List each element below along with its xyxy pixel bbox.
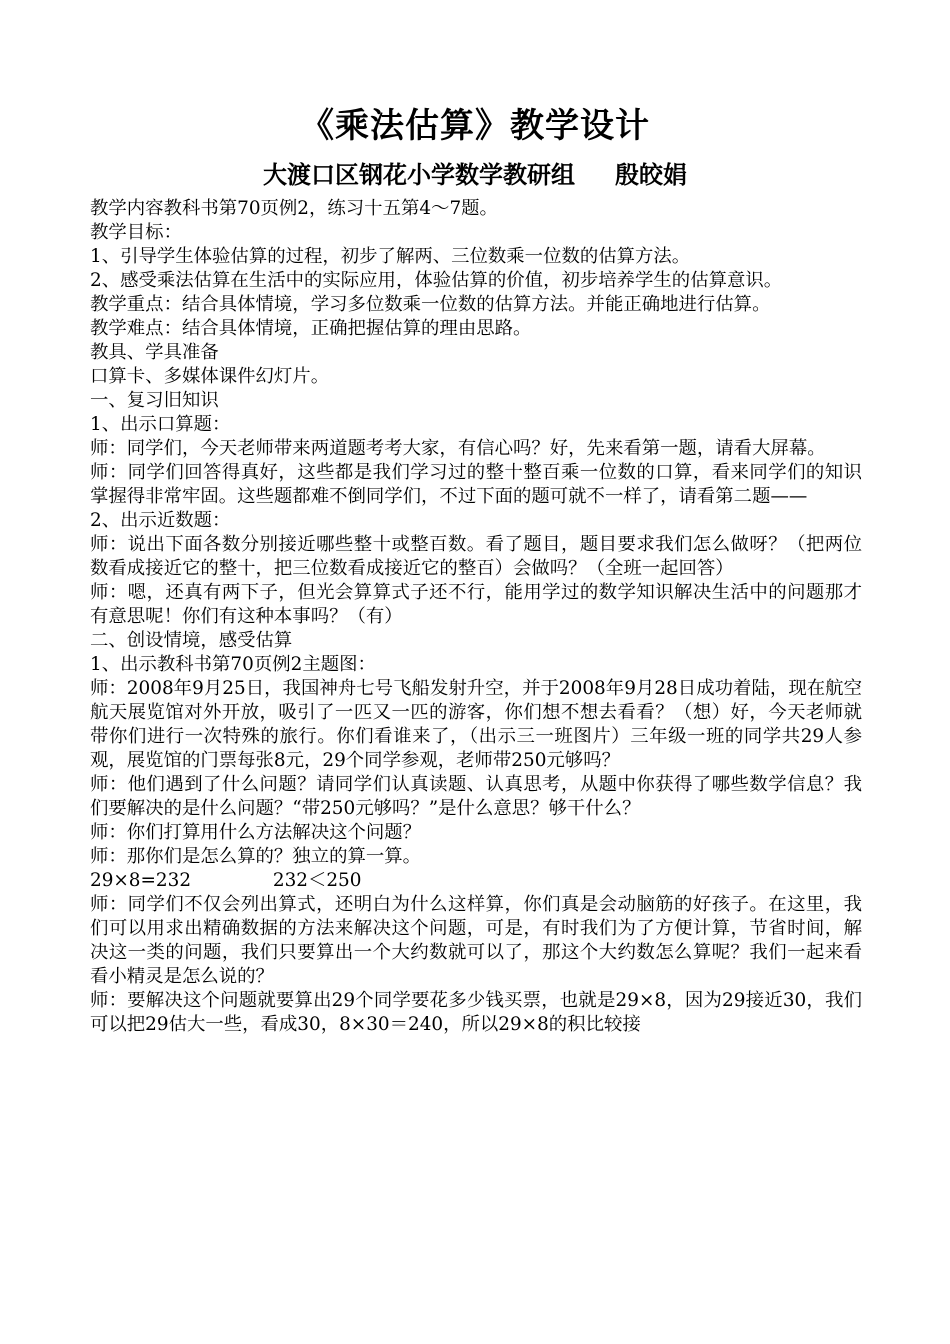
paragraph-teacher: 师：嗯，还真有两下子，但光会算算式子还不行，能用学过的数学知识解决生活中的问题那才有意思呢！你们有这种本事吗？（有） (90, 582, 862, 627)
paragraph-calculation: 29×8=232 232＜250 (90, 870, 362, 891)
paragraph-key-point: 教学重点：结合具体情境，学习多位数乘一位数的估算方法。并能正确地进行估算。 (90, 294, 771, 315)
paragraph-content: 教学内容教科书第70页例2，练习十五第4～7题。 (90, 198, 498, 219)
paragraph-teacher: 师：同学们，今天老师带来两道题考考大家，有信心吗？好，先来看第一题，请看大屏幕。 (90, 438, 826, 459)
paragraph-tools: 口算卡、多媒体课件幻灯片。 (90, 366, 330, 387)
paragraph-step-1-1: 1、出示口算题： (90, 414, 231, 435)
paragraph-tools-heading: 教具、学具准备 (90, 342, 219, 363)
paragraph-step-1-2: 2、出示近数题： (90, 510, 231, 531)
paragraph-teacher: 师：同学们不仅会列出算式，还明白为什么这样算，你们真是会动脑筋的好孩子。在这里，我们可以用求出精确数据的方法来解决这个问题，可是，有时我们为了方便计算，节省时间，解决这一类的问题，我们只要算出一个大约数就可以了，那这个大约数怎么算呢？我们一起来看看小精灵是怎么说的？ (90, 894, 862, 987)
paragraph-teacher: 师：2008年9月25日，我国神舟七号飞船发射升空，并于2008年9月28日成功着陆，现在航空航天展览馆对外开放，吸引了一匹又一匹的游客，你们想不想去看看？（想）好，今天老师就带你们进行一次特殊的旅行。你们看谁来了，（出示三一班图片）三年级一班的同学共29人参观，展览馆的门票每张8元，29个同学参观，老师带250元够吗？ (90, 678, 862, 771)
paragraph-goal-1: 1、引导学生体验估算的过程，初步了解两、三位数乘一位数的估算方法。 (90, 246, 691, 267)
paragraph-section-1: 一、复习旧知识 (90, 390, 219, 411)
paragraph-goal-2: 2、感受乘法估算在生活中的实际应用，体验估算的价值，初步培养学生的估算意识。 (90, 270, 783, 291)
paragraph-teacher: 师：你们打算用什么方法解决这个问题？ (90, 822, 422, 843)
paragraph-teacher: 师：说出下面各数分别接近哪些整十或整百数。看了题目，题目要求我们怎么做呀？（把两位数看成接近它的整十，把三位数看成接近它的整百）会做吗？（全班一起回答） (90, 534, 862, 579)
paragraph-teacher: 师：要解决这个问题就要算出29个同学要花多少钱买票，也就是29×8，因为29接近30，我们可以把29估大一些，看成30，8×30＝240，所以29×8的积比较接 (90, 990, 862, 1035)
paragraph-teacher: 师：那你们是怎么算的？独立的算一算。 (90, 846, 422, 867)
author-org: 大渡口区钢花小学数学教研组 (263, 160, 575, 189)
document-body (90, 197, 862, 1037)
paragraph-step-2-1: 1、出示教科书第70页例2主题图： (90, 654, 376, 675)
author-line (0, 158, 950, 192)
paragraph-teacher: 师：他们遇到了什么问题？请同学们认真读题、认真思考，从题中你获得了哪些数学信息？我们要解决的是什么问题？“带250元够吗？”是什么意思？够干什么？ (90, 774, 862, 819)
paragraph-goals-heading: 教学目标： (90, 222, 182, 243)
paragraph-teacher: 师：同学们回答得真好，这些都是我们学习过的整十整百乘一位数的口算，看来同学们的知识掌握得非常牢固。这些题都难不倒同学们，不过下面的题可就不一样了，请看第二题—— (90, 462, 862, 507)
document-title: 《乘法估算》教学设计 (300, 106, 650, 146)
paragraph-section-2: 二、创设情境，感受估算 (90, 630, 293, 651)
author-name: 殷皎娟 (615, 160, 687, 189)
paragraph-difficulty: 教学难点：结合具体情境，正确把握估算的理由思路。 (90, 318, 532, 339)
